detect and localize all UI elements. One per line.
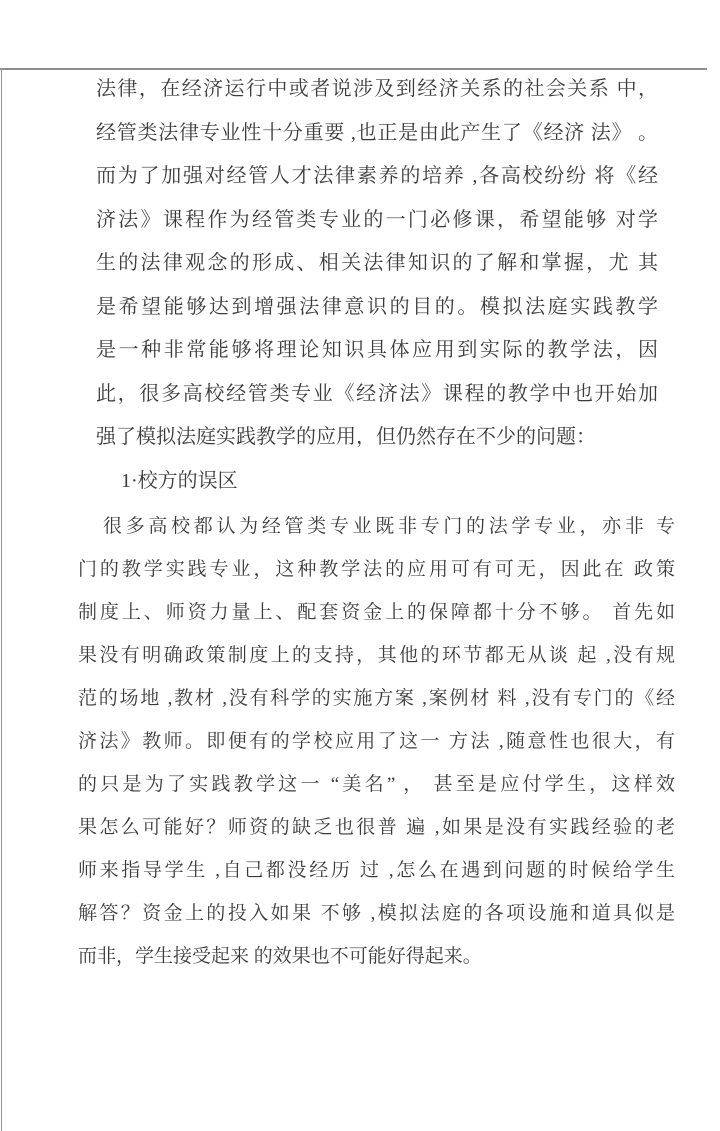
page-left-border xyxy=(1,68,2,1131)
text-line: 门的教学实践专业，这种教学法的应用可有可无，因此在 政策 xyxy=(78,559,675,580)
text-line: 果没有明确政策制度上的支持，其他的环节都无从谈 起 ,没有规 xyxy=(78,645,675,666)
text-line: 很多高校都认为经管类专业既非专门的法学专业，亦非 专 xyxy=(103,516,675,537)
text-line: 经管类法律专业性十分重要 ,也正是由此产生了《经济 法》 。 xyxy=(96,121,658,144)
text-line: 而为了加强对经管人才法律素养的培养 ,各高校纷纷 将《经 xyxy=(96,165,658,187)
section-heading: 1·校方的误区 xyxy=(121,469,238,492)
text-line: 生的法律观念的形成、相关法律知识的了解和掌握，尤 其 xyxy=(96,252,658,274)
text-line: 解答？资金上的投入如果 不够 ,模拟法庭的各项设施和道具似是 xyxy=(78,903,675,924)
text-line: 果怎么可能好？师资的缺乏也很普 遍 ,如果是没有实践经验的老 xyxy=(78,817,675,838)
text-line: 此，很多高校经管类专业《经济法》课程的教学中也开始加 xyxy=(96,382,658,405)
text-line: 济法》教师。即便有的学校应用了这一 方法 ,随意性也很大，有 xyxy=(78,731,675,752)
text-line: 的只是为了实践教学这一 “美名” ， 甚至是应付学生，这样效 xyxy=(78,774,675,795)
text-line: 法律，在经济运行中或者说涉及到经济关系的社会关系 中， xyxy=(96,78,658,100)
text-line: 制度上、师资力量上、配套资金上的保障都十分不够。 首先如 xyxy=(78,602,675,623)
paragraph-school-misconceptions xyxy=(78,505,675,978)
text-line: 是希望能够达到增强法律意识的目的。模拟法庭实践教学 xyxy=(96,295,658,318)
paragraph-intro xyxy=(96,68,658,460)
text-line: 师来指导学生 ,自己都没经历 过 ,怎么在遇到问题的时候给学生 xyxy=(78,860,675,881)
text-line: 范的场地 ,教材 ,没有科学的实施方案 ,案例材 料 ,没有专门的《经 xyxy=(78,688,675,709)
text-line: 强了模拟法庭实践教学的应用，但仍然存在不少的问题： xyxy=(96,426,596,448)
text-line: 济法》课程作为经管类专业的一门必修课，希望能够 对学 xyxy=(96,208,658,231)
text-line: 而非，学生接受起来 的效果也不可能好得起来。 xyxy=(78,946,482,967)
document-page xyxy=(0,68,720,1131)
text-line: 是一种非常能够将理论知识具体应用到实际的教学法，因 xyxy=(96,339,658,361)
